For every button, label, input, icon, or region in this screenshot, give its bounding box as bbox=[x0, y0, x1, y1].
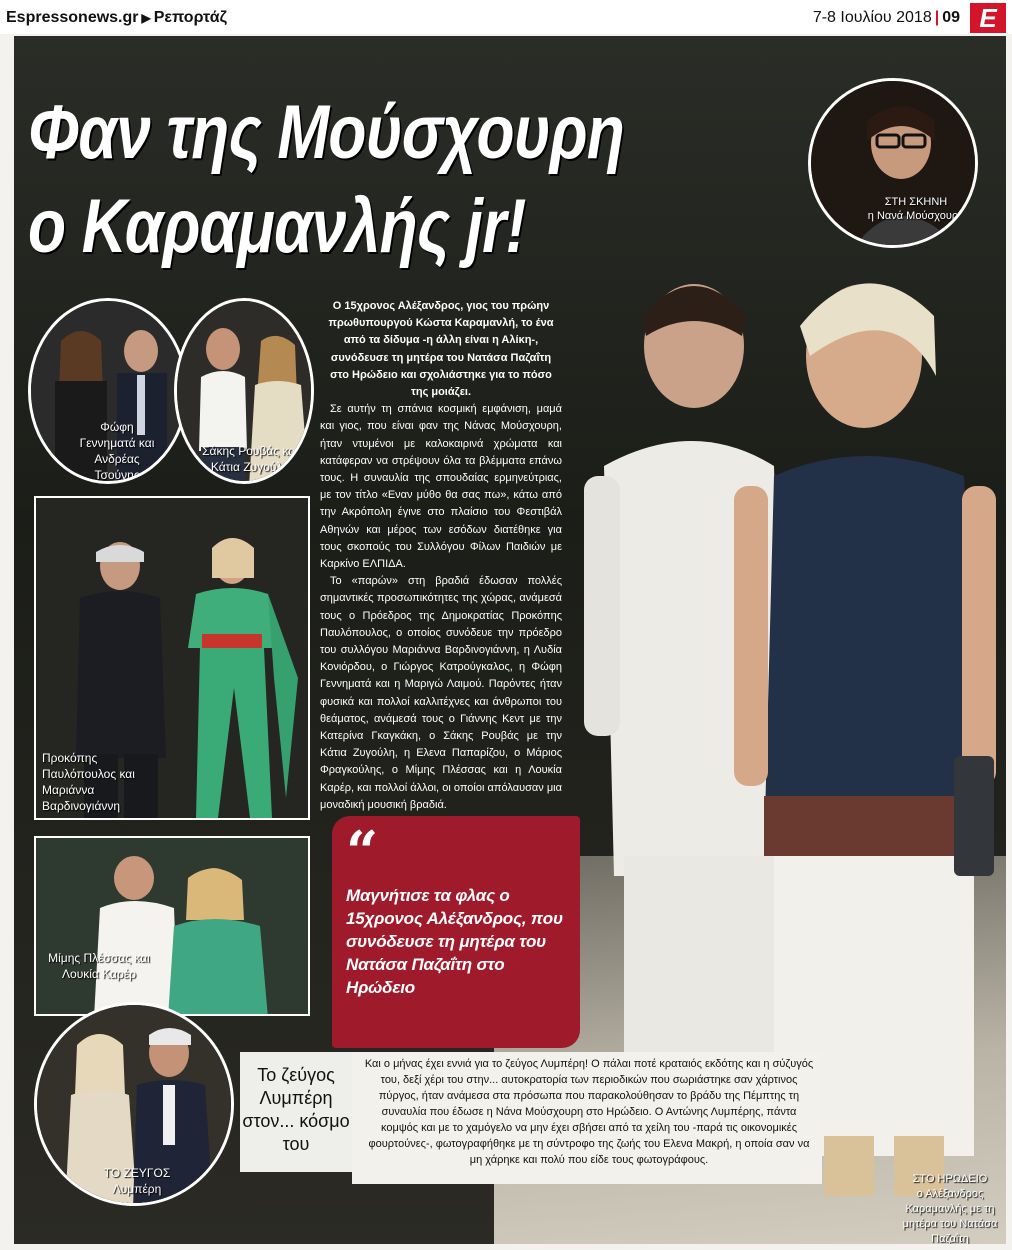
issue-date: 7-8 Ιουλίου 2018 bbox=[812, 9, 932, 26]
divider: | bbox=[934, 9, 940, 26]
mouschouri-caption-title: ΣΤΗ ΣΚΗΝΗ bbox=[884, 196, 948, 208]
headline bbox=[28, 86, 651, 274]
main-photo-caption bbox=[894, 1172, 1006, 1244]
main-photo-caption-title: ΣΤΟ ΗΡΩΔΕΙΟ bbox=[912, 1173, 988, 1185]
headline-line-2: ο Καραμανλής jr! bbox=[28, 184, 526, 269]
article-paragraph-2: Το «παρών» στη βραδιά έδωσαν πολλές σημαντικές προσωπικότητες της χώρας, ανάμεσά τους ο Πρόεδρος της Δημοκρατίας Προκόπης Παυλόπουλος, ο οποίος συνόδευε την πρόεδρο του συλλόγου Μαριάννα Βαρδινογιάννη, η Λυδία Κονιόρδου, ο Γιώργος Κατρούγκαλος, η Φώφη Γεννηματά και η Μαριγώ Λαιμού. Παρόντες ήταν φυσικά και πολλοί καλλιτέχνες και άνθρωποι του θεάματος, ανάμεσά τους ο Γιάννης Κεντ με την Κατερίνα Γκαγκάκη, ο Σάκης Ρουβάς με την Κάτια Ζυγούλη, η Ελενα Παπαρίζου, ο Μάριος Φραγκούλης, ο Μίμης Πλέσσας και η Λουκία Καρέρ, και πολλοί άλλοι, οι οποίοι απόλαυσαν μια μοναδική μουσική βραδιά. bbox=[320, 575, 562, 811]
mouschouri-caption bbox=[851, 195, 978, 223]
lymperis-photo bbox=[34, 1002, 234, 1206]
article-body bbox=[320, 298, 562, 814]
rouvas-caption: Σάκης Ρουβάς και Κάτια Ζυγούλη bbox=[202, 444, 298, 474]
espresso-logo: E bbox=[970, 3, 1006, 33]
mouschouri-photo bbox=[808, 78, 978, 248]
plessas-caption: Μίμης Πλέσσας και Λουκία Καρέρ bbox=[48, 951, 150, 981]
sidebar-story-text: Και ο μήνας έχει εννιά για το ζεύγος Λυμπέρη! Ο πάλαι ποτέ κραταιός εκδότης και η σύζυγός του, δεξί χέρι του στην... αυτοκρατορία των περιοδικών που σωριάστηκε σαν χάρτινος πύργος, ήταν ανάμεσα στα πρόσωπα που παρακολούθησαν το βράδυ της Πέμπτης τη συναυλία που έδωσε η Νάνα Μούσχουρη στο Ηρώδειο. Ο Αντώνης Λυμπέρης, πάντα κομψός και με το χαμόγελο να μην έχει σβήσει από τα χείλη του -παρά τις οικονομικές φουρτούνες-, φωτογραφήθηκε με τη σύντροφο της ζωής του Ελενα Μακρή, η οποία σαν να μη χάρηκε και πολύ που είδε τους φωτογράφους. bbox=[352, 1052, 822, 1184]
lymperis-caption-name: Λυμπέρη bbox=[112, 1182, 162, 1196]
quote-mark-icon: “ bbox=[346, 819, 379, 885]
issue-date-line bbox=[813, 9, 960, 27]
page-number: 09 bbox=[942, 9, 960, 26]
plessas-photo bbox=[34, 836, 310, 1016]
lymperis-caption bbox=[77, 1165, 197, 1197]
gennimata-photo bbox=[28, 298, 188, 484]
site-name[interactable]: Espressonews.gr bbox=[6, 9, 139, 26]
triangle-right-icon: ▶ bbox=[141, 11, 151, 25]
article-lead: Ο 15χρονος Αλέξανδρος, γιος του πρώην πρωθυπουργού Κώστα Καραμανλή, το ένα από τα δίδυμα -η άλλη είναι η Αλίκη-, συνόδευσε τη μητέρα του Νατάσα Παζαΐτη στο Ηρώδειο και σχολιάστηκε για το πόσο της μοιάζει. bbox=[328, 300, 554, 399]
pull-quote bbox=[332, 816, 580, 1048]
site-breadcrumb bbox=[6, 9, 227, 27]
pavlopoulos-photo bbox=[34, 496, 310, 820]
main-photo-caption-text: ο Αλέξανδρος Καραμανλής με τη μητέρα του Νατάσα Παζαΐτη bbox=[902, 1188, 998, 1244]
article-paragraph-1: Σε αυτήν τη σπάνια κοσμική εμφάνιση, μαμά και γιος, που είναι φαν της Νάνας Μούσχουρη, ήταν ντυμένοι με καλοκαιρινά χρώματα και κατάφεραν να στρέψουν όλα τα βλέμματα επάνω τους. Η συναυλία της σπουδαίας ερμηνεύτριας, με τον τίτλο «Εναν μύθο θα σας πω», κάτω από την Ακρόπολη έγινε στο πλαίσιο του Φεστιβάλ Αθηνών και μέρος των εσόδων διατέθηκε για τους σκοπούς του Συλλόγου Φίλων Παιδιών με Καρκίνο ΕΛΠΙΔΑ. bbox=[320, 403, 562, 571]
sidebar-subhead: Το ζεύγος Λυμπέρη στον... κόσμο του bbox=[240, 1052, 352, 1172]
rouvas-photo bbox=[174, 298, 314, 484]
headline-line-1: Φαν της Μούσχουρη bbox=[28, 90, 624, 175]
article-spread bbox=[14, 36, 1006, 1244]
mouschouri-caption-name: η Νανά Μούσχουρη bbox=[867, 210, 965, 222]
section-name[interactable]: Ρεπορτάζ bbox=[153, 9, 227, 26]
page-header bbox=[0, 0, 1012, 34]
quote-text: Μαγνήτισε τα φλας ο 15χρονος Αλέξανδρος, που συνόδευσε τη μητέρα του Νατάσα Παζαΐτη στο Ηρώδειο bbox=[346, 886, 563, 997]
lymperis-caption-title: ΤΟ ΖΕΥΓΟΣ bbox=[103, 1166, 171, 1180]
plessas-scene bbox=[36, 838, 310, 1016]
pavlopoulos-caption: Προκόπης Παυλόπουλος και Μαριάννα Βαρδινογιάννη bbox=[42, 751, 135, 813]
gennimata-caption: Φώφη Γεννηματά και Ανδρέας Τσούνης bbox=[79, 420, 155, 482]
